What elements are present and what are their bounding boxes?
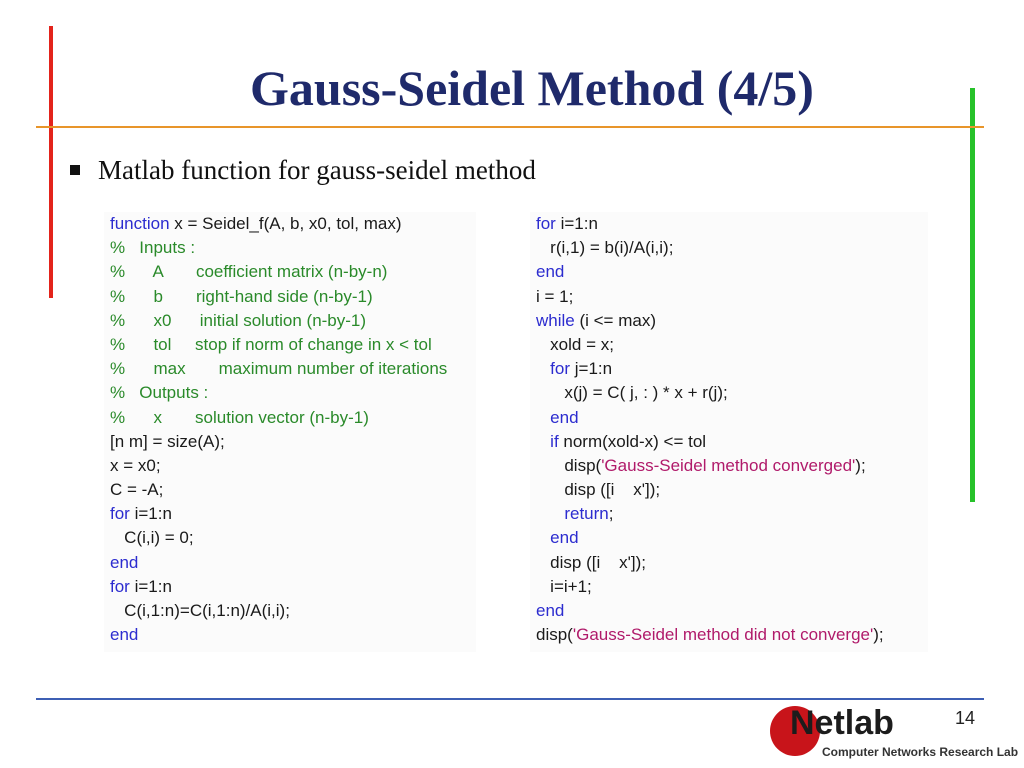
code-token: end (110, 552, 139, 572)
code-line (104, 430, 476, 454)
code-token: C(i,1:n)=C(i,1:n)/A(i,i); (110, 601, 290, 620)
red-accent-bar (49, 26, 53, 298)
code-token: (i <= max) (574, 310, 656, 330)
code-token: for (110, 504, 130, 524)
bullet-item (70, 150, 536, 190)
code-line (530, 454, 928, 478)
code-token: for (550, 359, 571, 379)
code-token: for (536, 214, 556, 233)
code-token: % Outputs : (110, 383, 209, 403)
code-token: disp( (536, 625, 573, 645)
code-line (104, 260, 476, 284)
code-token: i=1:n (555, 214, 598, 233)
code-token: C = -A; (110, 480, 164, 500)
code-token: disp ([i x']); (536, 480, 661, 500)
code-token: norm(xold-x) <= tol (558, 431, 707, 451)
logo-subtitle: Computer Networks Research Lab (822, 745, 1019, 759)
code-line (104, 333, 476, 357)
code-token: C(i,i) = 0; (110, 528, 194, 548)
page-number: 14 (955, 708, 976, 728)
code-token: x = Seidel_f(A, b, x0, tol, max) (169, 214, 402, 233)
footer-divider (36, 698, 984, 700)
code-line (104, 599, 476, 623)
code-token: for (110, 576, 130, 596)
code-token: end (536, 601, 565, 620)
code-token: % tol stop if norm of change in x < tol (110, 334, 432, 354)
code-line (104, 502, 476, 526)
code-token: end (110, 625, 139, 645)
code-token: end (550, 407, 579, 427)
code-token (536, 432, 550, 451)
code-line (104, 551, 476, 575)
code-token (536, 408, 550, 427)
code-line (104, 236, 476, 260)
code-line (530, 309, 928, 333)
code-token: x(j) = C( j, : ) * x + r(j); (536, 383, 728, 403)
code-line (530, 430, 928, 454)
code-line (530, 212, 928, 236)
code-token: disp( (536, 455, 602, 475)
code-token: i = 1; (536, 286, 574, 306)
code-token: % Inputs : (110, 238, 196, 258)
code-token: x = x0; (110, 455, 161, 475)
code-line (104, 623, 476, 647)
code-token: 'Gauss-Seidel method did not converge' (572, 625, 874, 645)
code-token: if (550, 431, 559, 451)
code-token: i=i+1; (536, 576, 592, 596)
code-line (530, 357, 928, 381)
code-line (530, 526, 928, 550)
code-token (536, 528, 550, 547)
code-token: ); (873, 625, 884, 645)
code-token: % max maximum number of iterations (110, 359, 448, 379)
page-title: Gauss-Seidel Method (4/5) (250, 60, 814, 116)
title-divider (36, 126, 984, 128)
code-block-right (530, 212, 928, 652)
code-line (104, 357, 476, 381)
code-line (104, 454, 476, 478)
code-line (104, 526, 476, 550)
code-token: disp ([i x']); (536, 552, 646, 572)
code-token: ); (855, 455, 866, 475)
code-line (530, 381, 928, 405)
code-line (104, 309, 476, 333)
code-line (530, 478, 928, 502)
code-line (104, 285, 476, 309)
code-token: % x0 initial solution (n-by-1) (110, 310, 367, 330)
code-token: % x solution vector (n-by-1) (110, 407, 369, 427)
code-line (104, 575, 476, 599)
code-line (530, 285, 928, 309)
code-token: j=1:n (570, 359, 613, 379)
bullet-text: Matlab function for gauss-seidel method (98, 154, 536, 185)
code-line (530, 575, 928, 599)
code-token: function (110, 214, 170, 233)
code-line (530, 406, 928, 430)
code-line (530, 333, 928, 357)
code-token: 'Gauss-Seidel method converged' (601, 455, 856, 475)
code-block-left (104, 212, 476, 652)
code-token: end (550, 528, 579, 548)
code-line (530, 551, 928, 575)
code-token: r(i,1) = b(i)/A(i,i); (536, 238, 674, 258)
code-line (104, 381, 476, 405)
code-token: return (564, 504, 609, 524)
green-accent-bar (970, 88, 975, 502)
code-token: % A coefficient matrix (n-by-n) (110, 262, 388, 282)
code-token: ; (608, 504, 614, 524)
code-line (104, 212, 476, 236)
code-token: i=1:n (129, 504, 172, 524)
code-token: xold = x; (536, 334, 614, 354)
code-line (104, 478, 476, 502)
code-token (536, 504, 564, 523)
square-bullet-icon (70, 165, 80, 175)
netlab-logo (770, 702, 1020, 764)
code-token (536, 359, 550, 378)
logo-name: Netlab (790, 704, 894, 742)
code-token: % b right-hand side (n-by-1) (110, 286, 373, 306)
code-token: i=1:n (129, 576, 172, 596)
code-line (530, 236, 928, 260)
code-token: end (536, 262, 565, 282)
code-token: [n m] = size(A); (110, 431, 225, 451)
code-line (530, 502, 928, 526)
code-line (104, 406, 476, 430)
code-line (530, 599, 928, 623)
code-line (530, 623, 928, 647)
code-line (530, 260, 928, 284)
code-token: while (536, 310, 575, 330)
